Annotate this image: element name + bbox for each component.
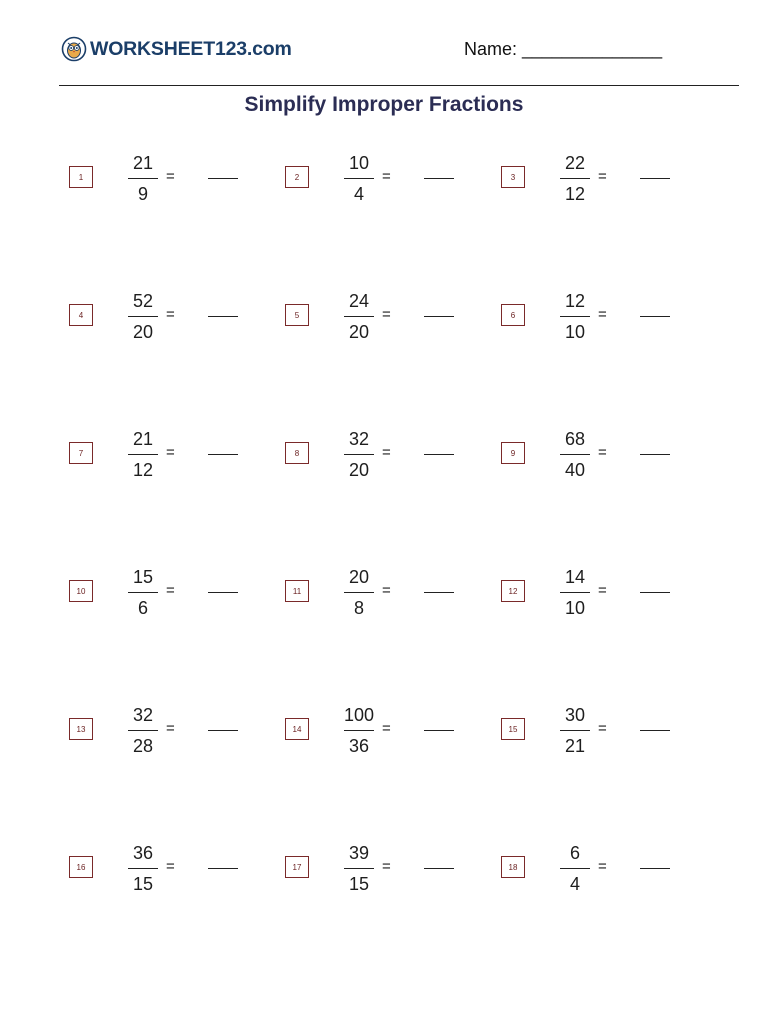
problem-number: 14 bbox=[285, 718, 309, 740]
denominator: 8 bbox=[353, 598, 364, 618]
numerator: 39 bbox=[348, 843, 370, 863]
numerator: 10 bbox=[348, 153, 370, 173]
numerator: 6 bbox=[569, 843, 580, 863]
answer-blank[interactable] bbox=[640, 454, 670, 455]
fraction-bar bbox=[560, 592, 590, 593]
problem-item bbox=[285, 700, 485, 760]
equals-sign: = bbox=[166, 168, 175, 185]
denominator: 4 bbox=[353, 184, 364, 204]
denominator: 28 bbox=[132, 736, 154, 756]
answer-blank[interactable] bbox=[424, 868, 454, 869]
equals-sign: = bbox=[166, 582, 175, 599]
answer-blank[interactable] bbox=[208, 868, 238, 869]
fraction-bar bbox=[560, 454, 590, 455]
numerator: 21 bbox=[132, 153, 154, 173]
fraction bbox=[126, 424, 160, 484]
denominator: 21 bbox=[564, 736, 586, 756]
equals-sign: = bbox=[166, 858, 175, 875]
fraction bbox=[342, 700, 376, 760]
fraction bbox=[342, 838, 376, 898]
denominator: 15 bbox=[132, 874, 154, 894]
problem-number: 1 bbox=[69, 166, 93, 188]
fraction-bar bbox=[560, 868, 590, 869]
problem-number: 10 bbox=[69, 580, 93, 602]
problem-item bbox=[501, 562, 701, 622]
problem-number: 11 bbox=[285, 580, 309, 602]
fraction bbox=[126, 148, 160, 208]
fraction bbox=[342, 424, 376, 484]
numerator: 20 bbox=[348, 567, 370, 587]
problem-item bbox=[69, 148, 269, 208]
numerator: 32 bbox=[132, 705, 154, 725]
denominator: 10 bbox=[564, 322, 586, 342]
fraction bbox=[558, 562, 592, 622]
name-field[interactable]: Name: ______________ bbox=[464, 39, 663, 59]
answer-blank[interactable] bbox=[208, 730, 238, 731]
fraction bbox=[126, 838, 160, 898]
fraction-bar bbox=[344, 316, 374, 317]
fraction-bar bbox=[344, 454, 374, 455]
problem-number: 13 bbox=[69, 718, 93, 740]
problem-item bbox=[69, 424, 269, 484]
fraction bbox=[126, 562, 160, 622]
answer-blank[interactable] bbox=[424, 730, 454, 731]
equals-sign: = bbox=[382, 582, 391, 599]
denominator: 6 bbox=[137, 598, 148, 618]
denominator: 36 bbox=[348, 736, 370, 756]
numerator: 14 bbox=[564, 567, 586, 587]
problem-item bbox=[285, 838, 485, 898]
equals-sign: = bbox=[598, 720, 607, 737]
equals-sign: = bbox=[598, 858, 607, 875]
problem-item bbox=[501, 424, 701, 484]
numerator: 21 bbox=[132, 429, 154, 449]
denominator: 12 bbox=[132, 460, 154, 480]
fraction-bar bbox=[344, 178, 374, 179]
denominator: 20 bbox=[132, 322, 154, 342]
denominator: 40 bbox=[564, 460, 586, 480]
fraction-bar bbox=[344, 592, 374, 593]
problem-number: 2 bbox=[285, 166, 309, 188]
equals-sign: = bbox=[598, 306, 607, 323]
fraction bbox=[126, 286, 160, 346]
answer-blank[interactable] bbox=[424, 178, 454, 179]
answer-blank[interactable] bbox=[208, 454, 238, 455]
problem-item bbox=[69, 700, 269, 760]
fraction-bar bbox=[560, 730, 590, 731]
fraction-bar bbox=[128, 868, 158, 869]
fraction-bar bbox=[128, 178, 158, 179]
denominator: 12 bbox=[564, 184, 586, 204]
fraction-bar bbox=[128, 592, 158, 593]
problem-number: 4 bbox=[69, 304, 93, 326]
problem-number: 16 bbox=[69, 856, 93, 878]
equals-sign: = bbox=[598, 582, 607, 599]
fraction-bar bbox=[128, 316, 158, 317]
answer-blank[interactable] bbox=[424, 454, 454, 455]
numerator: 32 bbox=[348, 429, 370, 449]
fraction bbox=[558, 700, 592, 760]
problem-item bbox=[69, 562, 269, 622]
fraction-bar bbox=[344, 868, 374, 869]
problem-number: 9 bbox=[501, 442, 525, 464]
answer-blank[interactable] bbox=[208, 178, 238, 179]
problem-number: 3 bbox=[501, 166, 525, 188]
numerator: 52 bbox=[132, 291, 154, 311]
logo-text: WORKSHEET123.com bbox=[90, 37, 292, 60]
fraction-bar bbox=[128, 454, 158, 455]
problem-item bbox=[285, 424, 485, 484]
equals-sign: = bbox=[382, 444, 391, 461]
fraction bbox=[558, 286, 592, 346]
problem-number: 12 bbox=[501, 580, 525, 602]
problem-number: 7 bbox=[69, 442, 93, 464]
equals-sign: = bbox=[166, 306, 175, 323]
fraction bbox=[342, 562, 376, 622]
answer-blank[interactable] bbox=[424, 316, 454, 317]
answer-blank[interactable] bbox=[208, 316, 238, 317]
denominator: 9 bbox=[137, 184, 148, 204]
fraction bbox=[126, 700, 160, 760]
denominator: 20 bbox=[348, 322, 370, 342]
problem-item bbox=[69, 838, 269, 898]
answer-blank[interactable] bbox=[424, 592, 454, 593]
answer-blank[interactable] bbox=[640, 178, 670, 179]
answer-blank[interactable] bbox=[640, 316, 670, 317]
fraction bbox=[558, 838, 592, 898]
equals-sign: = bbox=[382, 168, 391, 185]
problem-number: 8 bbox=[285, 442, 309, 464]
numerator: 22 bbox=[564, 153, 586, 173]
problem-number: 15 bbox=[501, 718, 525, 740]
numerator: 68 bbox=[564, 429, 586, 449]
problem-item bbox=[285, 562, 485, 622]
problem-number: 17 bbox=[285, 856, 309, 878]
numerator: 36 bbox=[132, 843, 154, 863]
denominator: 20 bbox=[348, 460, 370, 480]
fraction-bar bbox=[560, 178, 590, 179]
answer-blank[interactable] bbox=[640, 868, 670, 869]
problem-number: 5 bbox=[285, 304, 309, 326]
numerator: 12 bbox=[564, 291, 586, 311]
problem-item bbox=[69, 286, 269, 346]
fraction bbox=[558, 148, 592, 208]
numerator: 30 bbox=[564, 705, 586, 725]
fraction-bar bbox=[344, 730, 374, 731]
equals-sign: = bbox=[382, 858, 391, 875]
problem-item bbox=[501, 700, 701, 760]
answer-blank[interactable] bbox=[640, 592, 670, 593]
fraction-bar bbox=[128, 730, 158, 731]
fraction-bar bbox=[560, 316, 590, 317]
numerator: 100 bbox=[343, 705, 375, 725]
problem-number: 6 bbox=[501, 304, 525, 326]
numerator: 15 bbox=[132, 567, 154, 587]
problem-number: 18 bbox=[501, 856, 525, 878]
denominator: 4 bbox=[569, 874, 580, 894]
answer-blank[interactable] bbox=[208, 592, 238, 593]
answer-blank[interactable] bbox=[640, 730, 670, 731]
fraction bbox=[342, 286, 376, 346]
fraction bbox=[342, 148, 376, 208]
equals-sign: = bbox=[598, 168, 607, 185]
equals-sign: = bbox=[166, 720, 175, 737]
problem-item bbox=[501, 838, 701, 898]
equals-sign: = bbox=[598, 444, 607, 461]
equals-sign: = bbox=[382, 306, 391, 323]
problem-item bbox=[285, 148, 485, 208]
denominator: 10 bbox=[564, 598, 586, 618]
equals-sign: = bbox=[166, 444, 175, 461]
denominator: 15 bbox=[348, 874, 370, 894]
numerator: 24 bbox=[348, 291, 370, 311]
worksheet-title: Simplify Improper Fractions bbox=[244, 93, 524, 116]
problem-item bbox=[285, 286, 485, 346]
fraction bbox=[558, 424, 592, 484]
problem-item bbox=[501, 286, 701, 346]
problem-item bbox=[501, 148, 701, 208]
equals-sign: = bbox=[382, 720, 391, 737]
